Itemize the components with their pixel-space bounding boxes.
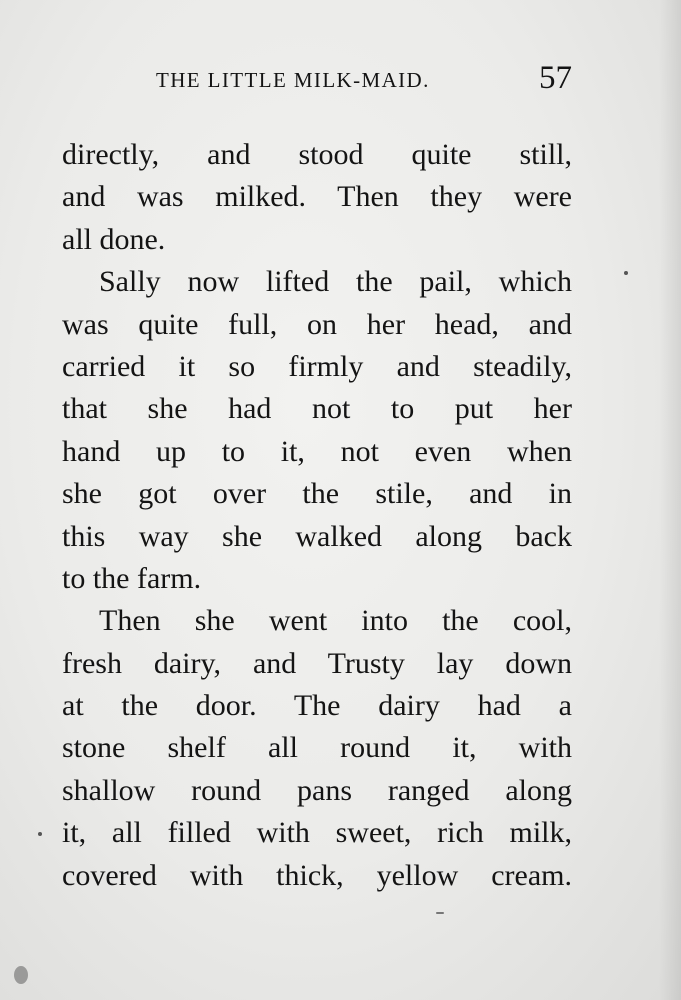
text-line: covered with thick, yellow cream. [62, 858, 572, 892]
text-line: this way she walked along back [62, 519, 572, 553]
running-title: THE LITTLE MILK-MAID. [156, 68, 430, 92]
paragraph-2 [62, 261, 572, 600]
paragraph-3 [62, 600, 572, 897]
text-line: shallow round pans ranged along [62, 773, 572, 807]
text-line: was quite full, on her head, and [62, 307, 572, 341]
ink-speck [14, 966, 28, 984]
text-line: she got over the stile, and in [62, 477, 572, 511]
ink-speck [38, 832, 42, 836]
text-line: stone shelf all round it, with [62, 731, 572, 765]
text-line: at the door. The dairy had a [62, 689, 572, 723]
paragraph-1 [62, 134, 572, 261]
page-number: 57 [539, 60, 572, 96]
text-line: and was milked. Then they were [62, 180, 572, 214]
page-edge-shadow [659, 0, 681, 1000]
body-text [62, 134, 572, 897]
text-line: carried it so firmly and steadily, [62, 349, 572, 383]
text-line: Then she went into the cool, [99, 604, 572, 638]
text-line: that she had not to put her [62, 392, 572, 426]
text-line: fresh dairy, and Trusty lay down [62, 646, 572, 680]
ink-speck [436, 912, 444, 914]
text-line: hand up to it, not even when [62, 434, 572, 468]
text-line: it, all filled with sweet, rich milk, [62, 816, 572, 850]
text-line: to the farm. [62, 561, 202, 595]
ink-speck [624, 271, 628, 275]
page-header [60, 60, 572, 100]
text-line: Sally now lifted the pail, which [99, 265, 572, 299]
text-line: all done. [62, 222, 166, 256]
text-line: directly, and stood quite still, [62, 138, 572, 171]
